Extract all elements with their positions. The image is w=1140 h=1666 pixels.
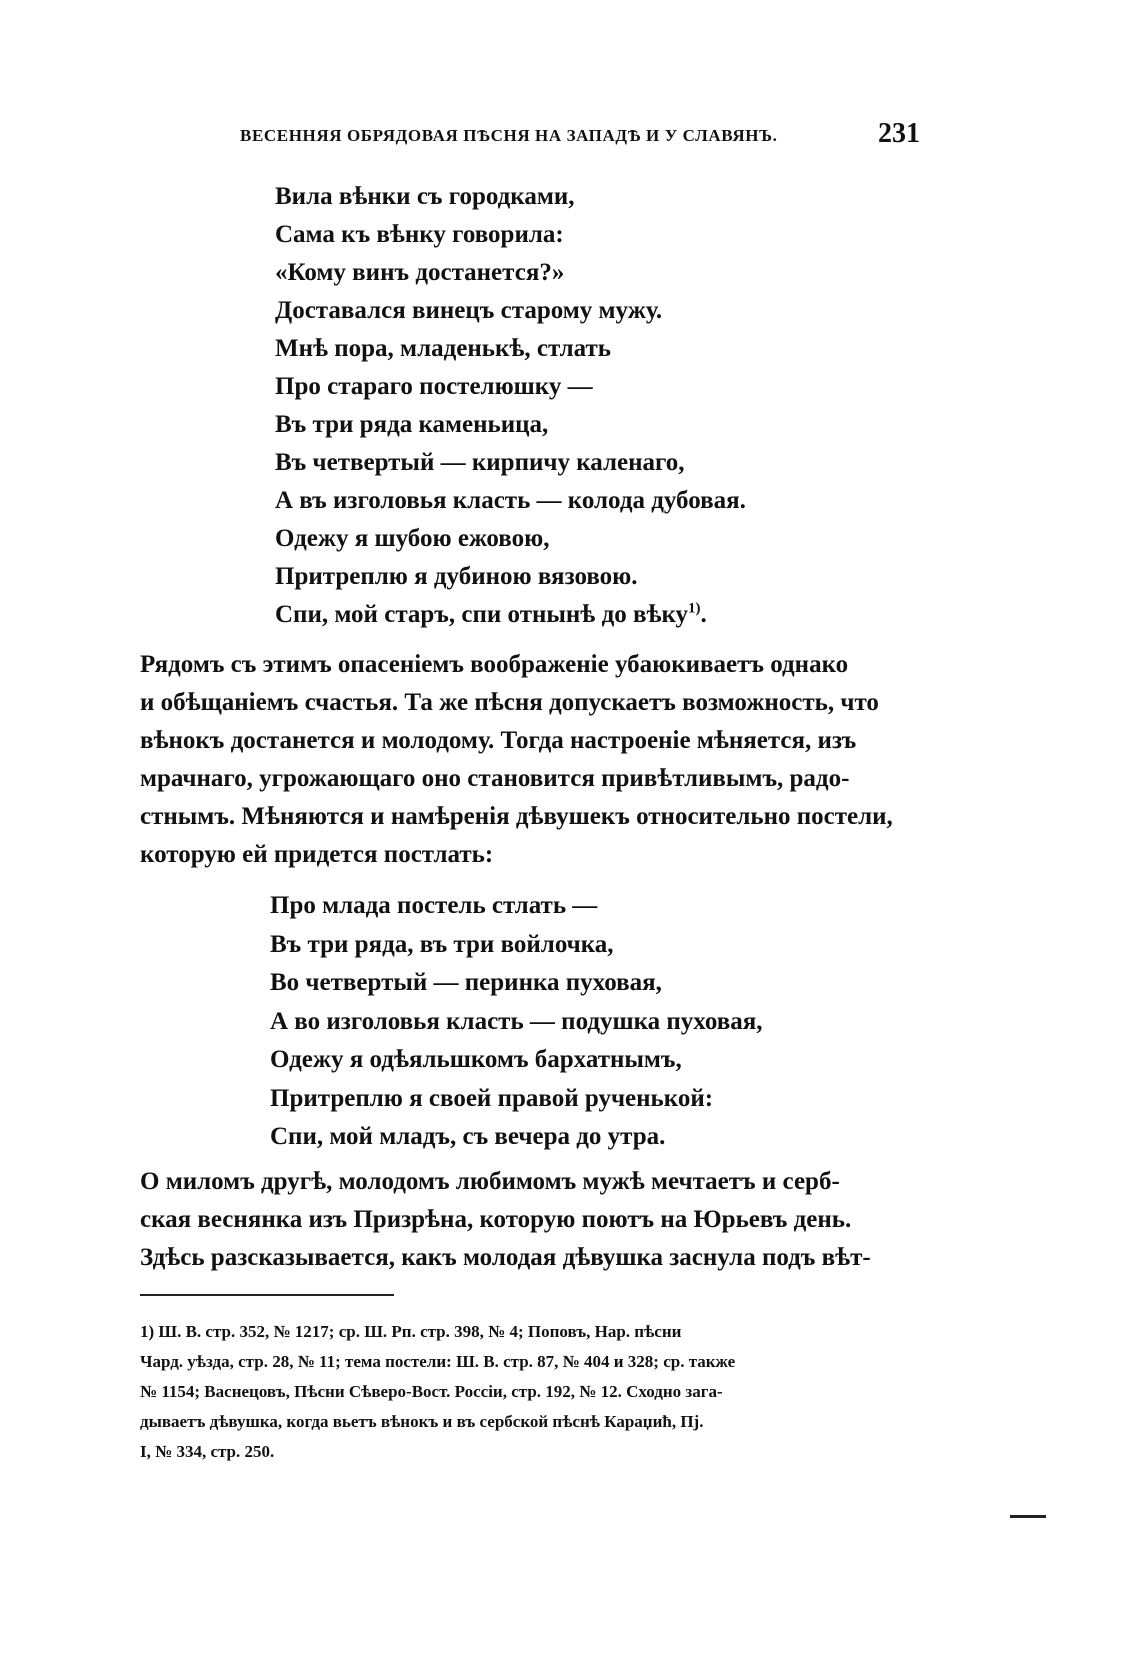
verse-line: А въ изголовья класть — колода дубовая.	[275, 487, 746, 514]
verse-line: А во изголовья класть — подушка пуховая,	[270, 1007, 763, 1035]
footnote-line: № 1154; Васнецовъ, Пѣсни Сѣверо-Вост. Россіи, стр. 192, № 12. Сходно зага-	[140, 1382, 723, 1401]
verse-line: Притреплю я дубиною вязовою.	[275, 563, 638, 590]
footnote-line: дываетъ дѣвушка, когда вьетъ вѣнокъ и въ сербской пѣснѣ Караџић, Пј.	[140, 1412, 704, 1431]
verse-block-1	[275, 178, 746, 634]
verse-line: Вила вѣнки съ городками,	[275, 183, 575, 210]
paragraph-line: которую ей придется постлать:	[140, 841, 494, 868]
verse-line-tail: .	[700, 601, 707, 628]
paragraph-line: О миломъ другѣ, молодомъ любимомъ мужѣ мечтаетъ и серб-	[140, 1168, 840, 1195]
verse-block-2	[270, 887, 762, 1157]
verse-line: Въ три ряда, въ три войлочка,	[270, 930, 614, 958]
verse-line: Притреплю я своей правой рученькой:	[270, 1084, 714, 1112]
verse-line-last	[275, 596, 746, 634]
running-title: ВЕСЕННЯЯ ОБРЯДОВАЯ ПѢСНЯ НА ЗАПАДѢ И У СЛАВЯНЪ.	[240, 126, 778, 145]
verse-line: Доставался винецъ старому мужу.	[275, 297, 663, 324]
paragraph-line: и обѣщаніемъ счастья. Та же пѣсня допускаетъ возможность, что	[140, 689, 879, 716]
footnote-1	[140, 1317, 922, 1467]
paragraph-line: вѣнокъ достанется и молодому. Тогда настроеніе мѣняется, изъ	[140, 727, 857, 754]
verse-line: Сама къ вѣнку говорила:	[275, 221, 564, 248]
paragraph-line: ская веснянка изъ Призрѣна, которую поютъ на Юрьевъ день.	[140, 1206, 852, 1233]
verse-line: Про млада постель стлать —	[270, 892, 598, 919]
verse-line: Мнѣ пора, младенькѣ, стлать	[275, 335, 612, 362]
paragraph-line: Рядомъ съ этимъ опасеніемъ воображеніе убаюкиваетъ однако	[140, 651, 849, 678]
paragraph-1	[140, 646, 922, 874]
footnote-line: Чард. уѣзда, стр. 28, № 11; тема постели: Ш. В. стр. 87, № 404 и 328; ср. также	[140, 1352, 736, 1371]
verse-line: Въ три ряда каменьица,	[275, 411, 549, 438]
paragraph-line: Здѣсь разсказывается, какъ молодая дѣвушка заснула подъ вѣт-	[140, 1244, 871, 1271]
verse-line-text: Спи, мой старъ, спи отнынѣ до вѣку	[275, 601, 689, 628]
verse-line: Про стараго постелюшку —	[275, 373, 593, 400]
margin-dash-mark	[1010, 1515, 1046, 1518]
running-header	[240, 118, 920, 158]
verse-line: Одежу я шубою ежовою,	[275, 525, 550, 552]
paragraph-line: мрачнаго, угрожающаго оно становится привѣтливымъ, радо-	[140, 765, 850, 792]
footnote-line: 1) Ш. В. стр. 352, № 1217; ср. Ш. Рп. стр. 398, № 4; Поповъ, Нар. пѣсни	[140, 1322, 682, 1341]
verse-line: Одежу я одѣяльшкомъ бархатнымъ,	[270, 1046, 682, 1073]
verse-line: Въ четвертый — кирпичу каленаго,	[275, 449, 685, 476]
verse-line: Во четвертый — перинка пуховая,	[270, 969, 662, 996]
paragraph-line: стнымъ. Мѣняются и намѣренія дѣвушекъ относительно постели,	[140, 803, 893, 830]
paragraph-2	[140, 1163, 922, 1277]
verse-line: Спи, мой младъ, съ вечера до утра.	[270, 1123, 666, 1150]
footnote-divider	[140, 1294, 394, 1296]
page-number: 231	[878, 118, 920, 149]
footnote-reference[interactable]: 1)	[688, 600, 701, 617]
footnote-line: I, № 334, стр. 250.	[140, 1442, 275, 1461]
verse-line: «Кому винъ достанется?»	[275, 259, 565, 286]
